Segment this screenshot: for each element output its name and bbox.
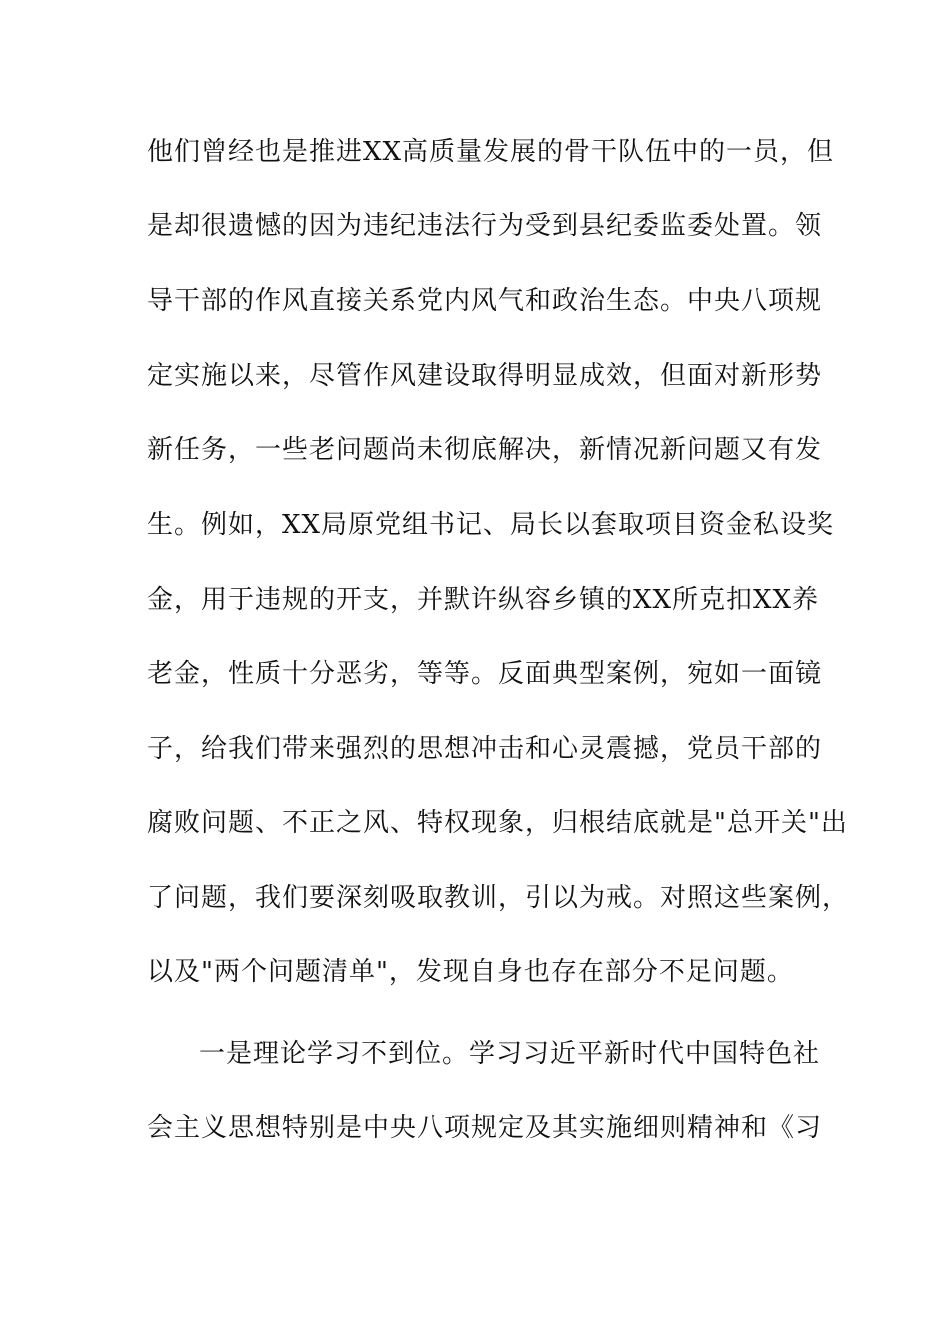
text-line: 子，给我们带来强烈的思想冲击和心灵震撼，党员干部的 <box>147 734 823 764</box>
text-line: 导干部的作风直接关系党内风气和政治生态。中央八项规 <box>147 286 823 316</box>
text-line: 是却很遗憾的因为违纪违法行为受到县纪委监委处置。领 <box>147 211 823 241</box>
text-line: 会主义思想特别是中央八项规定及其实施细则精神和《习 <box>147 1113 823 1143</box>
text-line: 了问题，我们要深刻吸取教训，引以为戒。对照这些案例， <box>147 883 850 913</box>
text-line: 生。例如，XX局原党组书记、局长以套取项目资金私设奖 <box>147 510 835 540</box>
text-line: 腐败问题、不正之风、特权现象，归根结底就是"总开关"出 <box>147 808 848 838</box>
text-line: 金，用于违规的开支，并默许纵容乡镇的XX所克扣XX养 <box>147 585 820 615</box>
text-line: 定实施以来，尽管作风建设取得明显成效，但面对新形势 <box>147 361 823 391</box>
text-line: 新任务，一些老问题尚未彻底解决，新情况新问题又有发 <box>147 435 823 465</box>
text-line: 他们曾经也是推进XX高质量发展的骨干队伍中的一员，但 <box>147 137 835 167</box>
text-line: 老金，性质十分恶劣，等等。反面典型案例，宛如一面镜 <box>147 659 823 689</box>
paragraph-first-line: 一是理论学习不到位。学习习近平新时代中国特色社 <box>199 1039 821 1069</box>
text-line: 以及"两个问题清单"，发现自身也存在部分不足问题。 <box>147 957 794 987</box>
